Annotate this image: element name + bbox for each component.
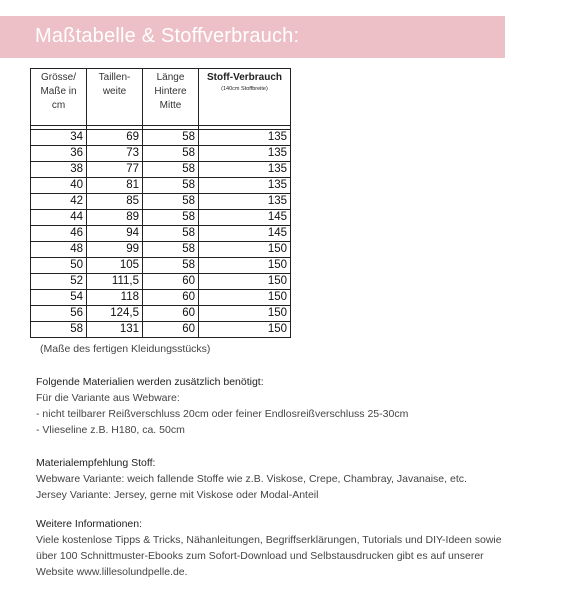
table-cell: 69	[87, 130, 143, 146]
table-cell: 50	[31, 258, 87, 274]
table-row	[31, 258, 291, 274]
table-cell: 150	[199, 274, 291, 290]
fabric-recommendation-section	[36, 455, 467, 503]
table-cell: 111,5	[87, 274, 143, 290]
materials-line: Für die Variante aus Webware:	[36, 392, 180, 404]
table-cell: 44	[31, 210, 87, 226]
table-cell: 150	[199, 242, 291, 258]
table-cell: 60	[143, 322, 199, 338]
info-line: über 100 Schnittmuster-Ebooks zum Sofort-Download und Selbstausdrucken gibt es auf unserer	[36, 550, 484, 562]
table-cell: 124,5	[87, 306, 143, 322]
table-cell: 58	[143, 210, 199, 226]
table-cell: 150	[199, 322, 291, 338]
table-cell: 58	[143, 194, 199, 210]
table-cell: 48	[31, 242, 87, 258]
table-cell: 58	[143, 130, 199, 146]
table-row	[31, 226, 291, 242]
table-cell: 150	[199, 290, 291, 306]
table-cell: 135	[199, 146, 291, 162]
table-cell: 81	[87, 178, 143, 194]
table-cell: 52	[31, 274, 87, 290]
info-line: Website www.lillesolundpelle.de.	[36, 566, 188, 578]
header-waist: Taillen- weite	[87, 69, 143, 126]
table-cell: 150	[199, 306, 291, 322]
table-cell: 60	[143, 290, 199, 306]
table-cell: 58	[143, 242, 199, 258]
info-line: Viele kostenlose Tipps & Tricks, Nähanleitungen, Begriffserklärungen, Tutorials und DIY-Ideen sowie	[36, 534, 502, 546]
table-row	[31, 210, 291, 226]
table-cell: 131	[87, 322, 143, 338]
table-cell: 56	[31, 306, 87, 322]
materials-line: - Vlieseline z.B. H180, ca. 50cm	[36, 424, 185, 436]
header-fabric-note: (140cm Stoffbreite)	[221, 86, 268, 92]
table-cell: 85	[87, 194, 143, 210]
table-row	[31, 146, 291, 162]
fabric-rec-line: Jersey Variante: Jersey, gerne mit Viskose oder Modal-Anteil	[36, 489, 319, 501]
materials-line: - nicht teilbarer Reißverschluss 20cm oder feiner Endlosreißverschluss 25-30cm	[36, 408, 409, 420]
table-cell: 73	[87, 146, 143, 162]
table-cell: 89	[87, 210, 143, 226]
table-cell: 105	[87, 258, 143, 274]
table-cell: 58	[143, 226, 199, 242]
table-cell: 40	[31, 178, 87, 194]
table-cell: 135	[199, 130, 291, 146]
table-cell: 99	[87, 242, 143, 258]
header-fabric: Stoff-Verbrauch (140cm Stoffbreite)	[199, 69, 291, 126]
table-cell: 94	[87, 226, 143, 242]
header-size: Grösse/ Maße in cm	[31, 69, 87, 126]
header-length: Länge Hintere Mitte	[143, 69, 199, 126]
table-cell: 60	[143, 306, 199, 322]
table-row	[31, 178, 291, 194]
table-cell: 150	[199, 258, 291, 274]
table-row	[31, 194, 291, 210]
title-banner	[0, 16, 505, 58]
table-cell: 77	[87, 162, 143, 178]
table-body	[31, 130, 291, 338]
info-section	[36, 516, 502, 580]
table-cell: 58	[143, 146, 199, 162]
table-row	[31, 306, 291, 322]
materials-section	[36, 374, 408, 438]
table-cell: 58	[143, 162, 199, 178]
table-cell: 135	[199, 194, 291, 210]
table-cell: 135	[199, 178, 291, 194]
size-table	[30, 68, 291, 338]
table-row	[31, 130, 291, 146]
table-cell: 46	[31, 226, 87, 242]
table-cell: 58	[143, 258, 199, 274]
table-row	[31, 322, 291, 338]
table-cell: 135	[199, 162, 291, 178]
table-row	[31, 290, 291, 306]
table-cell: 118	[87, 290, 143, 306]
table-row	[31, 162, 291, 178]
materials-heading: Folgende Materialien werden zusätzlich benötigt:	[36, 376, 264, 388]
table-row	[31, 274, 291, 290]
table-row	[31, 242, 291, 258]
fabric-rec-line: Webware Variante: weich fallende Stoffe wie z.B. Viskose, Crepe, Chambray, Javanaise, etc.	[36, 473, 467, 485]
table-cell: 34	[31, 130, 87, 146]
table-cell: 145	[199, 226, 291, 242]
table-header-row	[31, 69, 291, 126]
table-cell: 42	[31, 194, 87, 210]
table-cell: 38	[31, 162, 87, 178]
page-title: Maßtabelle & Stoffverbrauch:	[35, 25, 300, 47]
table-cell: 58	[31, 322, 87, 338]
table-cell: 145	[199, 210, 291, 226]
table-cell: 58	[143, 178, 199, 194]
table-cell: 60	[143, 274, 199, 290]
table-cell: 36	[31, 146, 87, 162]
table-note: (Maße des fertigen Kleidungsstücks)	[40, 343, 211, 355]
table-cell: 54	[31, 290, 87, 306]
fabric-rec-heading: Materialempfehlung Stoff:	[36, 457, 156, 469]
info-heading: Weitere Informationen:	[36, 518, 143, 530]
